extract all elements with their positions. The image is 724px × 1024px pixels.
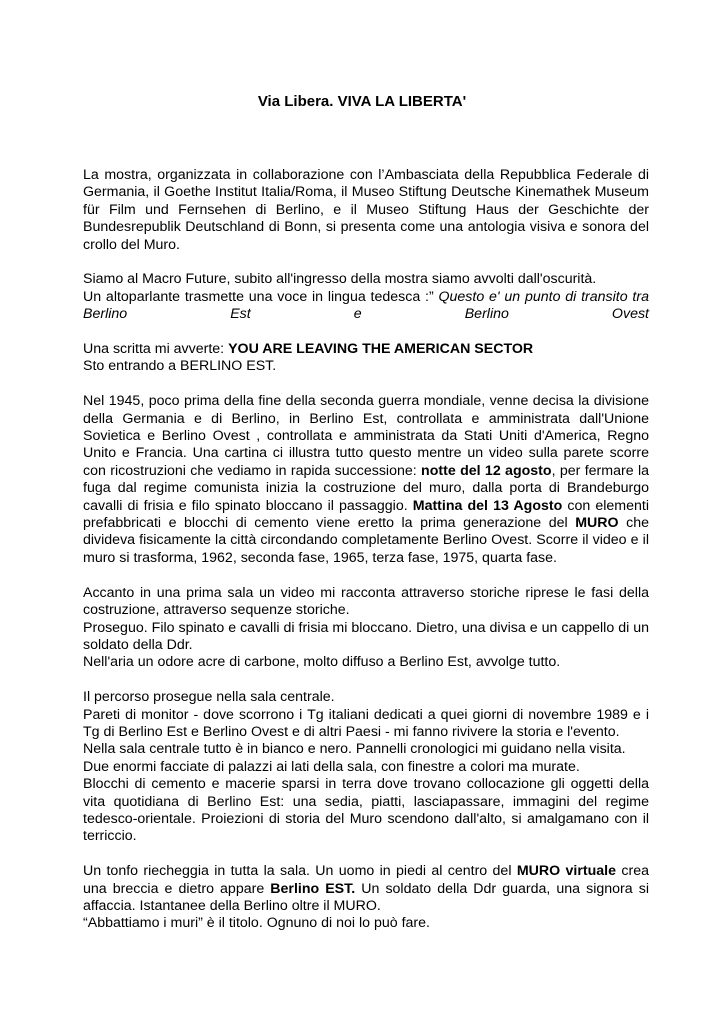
paragraph-macro-future	[83, 271, 649, 323]
entering-line: Sto entrando a BERLINO EST.	[83, 358, 277, 375]
central-room-line-3: Nella sala centrale tutto è in bianco e nero. Pannelli cronologici mi guidano nella visita.	[83, 741, 626, 758]
paragraph-macro-future-line-2	[83, 289, 649, 324]
central-room-line-1: Il percorso prosegue nella sala centrale.	[83, 689, 335, 706]
paragraph-virtual-wall	[83, 863, 649, 933]
warning-sign-text: YOU ARE LEAVING THE AMERICAN SECTOR	[228, 341, 534, 358]
paragraph-warning	[83, 341, 649, 376]
loudspeaker-text: Un altoparlante trasmette una voce in lingua tedesca :”	[83, 288, 434, 305]
central-room-line-4: Due enormi facciate di palazzi ai lati della sala, con finestre a colori ma murate.	[83, 758, 580, 775]
paragraph-macro-future-line-1: Siamo al Macro Future, subito all'ingresso della mostra siamo avvolti dall'oscurità.	[83, 271, 597, 288]
history-bold-muro: MURO	[575, 515, 619, 532]
history-part-3: con elementi prefabbricati e blocchi di cemento viene eretto la prima generazione del	[83, 497, 649, 532]
virtual-wall-part-3: Un soldato della Ddr guarda, una signora si affaccia. Istantanee della Berlino oltre il MURO.	[83, 880, 649, 914]
central-room-line-2: Pareti di monitor - dove scorrono i Tg italiani dedicati a quei giorni di novembre 1989 e i Tg di Berlino Est e Berlino Ovest e di altri Paesi - mi fanno rivivere la storia e l'evento.	[83, 706, 649, 740]
first-room-line-1: Accanto in una prima sala un video mi racconta attraverso storiche riprese le fasi della costruzione, attraverso sequenze storiche.	[83, 584, 649, 619]
virtual-wall-bold-1: MURO virtuale	[516, 863, 617, 880]
first-room-line-3: Nell'aria un odore acre di carbone, molto diffuso a Berlino Est, avvolge tutto.	[83, 654, 561, 671]
document-body	[83, 167, 649, 950]
virtual-wall-part-2: crea una breccia e dietro appare	[83, 863, 649, 897]
warning-line	[83, 341, 649, 358]
virtual-wall-final-line: “Abbattiamo i muri” è il titolo. Ognuno di noi lo può fare.	[83, 915, 430, 932]
first-room-line-2: Proseguo. Filo spinato e cavalli di frisia mi bloccano. Dietro, una divisa e un cappello di un soldato della Ddr.	[83, 619, 649, 653]
paragraph-history	[83, 393, 649, 567]
history-part-4: che divideva fisicamente la città circondando completamente Berlino Ovest. Scorre il video e il muro si trasforma, 1962, seconda fase, 1965, terza fase, 1975, quarta fase.	[83, 515, 649, 566]
paragraph-intro: La mostra, organizzata in collaborazione con l’Ambasciata della Repubblica Federale di Germania, il Goethe Institut Italia/Roma, il Museo Stiftung Deutsche Kinemathek Museum für Film und Fernsehen di Berlino, e il Museo Stiftung Haus der Geschichte der Bundesrepublik Deutschland di Bonn, si presenta come una antologia visiva e sonora del crollo del Muro.	[83, 167, 649, 253]
warning-intro: Una scritta mi avverte:	[83, 341, 225, 358]
virtual-wall-part-1: Un tonfo riecheggia in tutta la sala. Un uomo in piedi al centro del	[83, 863, 512, 880]
paragraph-first-room	[83, 585, 649, 672]
history-bold-date-1: notte del 12 agosto	[421, 462, 552, 479]
paragraph-central-room	[83, 689, 649, 846]
transit-quote: Questo e' un punto di transito tra Berlino Est e Berlino Ovest	[83, 288, 649, 323]
history-part-1: Nel 1945, poco prima della fine della seconda guerra mondiale, venne decisa la divisione della Germania e di Berlino, in Berlino Est, controllata e amministrata dall'Unione Sovietica e Berlino Ovest , controllata e amministrata da Stati Uniti d'America, Regno Unito e Francia. Una cartina ci illustra tutto questo mentre un video sulla parete scorre con ricostruzioni che vediamo in rapida successione:	[83, 393, 649, 479]
central-room-line-5: Blocchi di cemento e macerie sparsi in terra dove trovano collocazione gli oggetti della vita quotidiana di Berlino Est: una sedia, piatti, lasciapassare, immagini del regime tedesco-orientale. Proiezioni di storia del Muro scendono dall'alto, si amalgamano con il terriccio.	[83, 776, 649, 845]
virtual-wall-bold-2: Berlino EST.	[270, 880, 356, 897]
history-bold-date-2: Mattina del 13 Agosto	[412, 497, 563, 514]
history-part-2: , per fermare la fuga dal regime comunista inizia la costruzione del muro, dalla porta di Brandeburgo cavalli di frisia e filo spinato bloccano il passaggio.	[83, 462, 649, 514]
virtual-wall-text	[83, 863, 649, 915]
document-title: Via Libera. VIVA LA LIBERTA'	[257, 93, 467, 110]
